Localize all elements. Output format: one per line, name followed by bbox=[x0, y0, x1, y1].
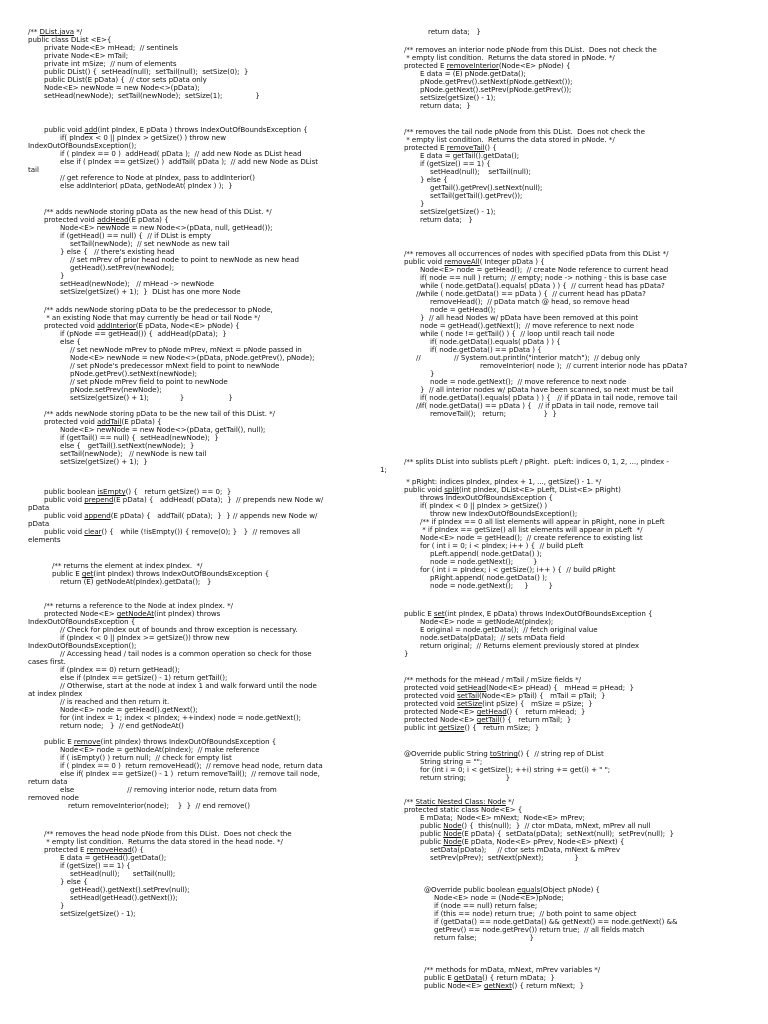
code-line: if ( pIndex == 0 ) return removeHead(); // remove head node, return data bbox=[60, 761, 323, 770]
code-line: pNode.setPrev(newNode); bbox=[70, 385, 162, 394]
code-line: while ( node != getTail() ) { // loop until reach tail node bbox=[420, 329, 615, 338]
code-line: Node<E> newNode = new Node<>(pData, null, getHead()); bbox=[60, 223, 273, 232]
code-line: // Accessing head / tail nodes is a common operation so check for those bbox=[60, 649, 312, 658]
code-line: /** Static Nested Class: Node */ bbox=[404, 797, 514, 806]
code-line: for (int i = 0; i < getSize(); ++i) string += get(i) + " "; bbox=[420, 765, 611, 774]
code-line: /** DList.java */ bbox=[28, 27, 83, 36]
code-line: return (E) getNodeAt(pIndex).getData(); } bbox=[60, 577, 212, 586]
code-line: public DList() { setHead(null); setTail(null); setSize(0); } bbox=[44, 67, 249, 76]
code-line: /** returns the element at index pIndex. */ bbox=[52, 561, 203, 570]
code-line: if (getData() == node.getData() && getNext() == node.getNext() && bbox=[434, 917, 678, 926]
code-line: /** removes the tail node pNode from this DList. Does not check the bbox=[404, 127, 645, 136]
code-line: node = getHead().getNext(); // move reference to next node bbox=[420, 321, 635, 330]
gutter-mark: // bbox=[416, 289, 421, 298]
code-line: if (getSize() == 1) { bbox=[420, 159, 491, 168]
code-line: setHead(newNode); // mHead -> newNode bbox=[60, 279, 214, 288]
code-line: return false; } bbox=[434, 933, 534, 942]
code-line: public void split(int pIndex, DList<E> pLeft, DList<E> pRight) bbox=[404, 485, 621, 494]
code-line: setSize(getSize() - 1); bbox=[420, 207, 496, 216]
code-line: /** splits DList into sublists pLeft / pRight. pLeft: indices 0, 1, 2, ..., pIndex - bbox=[404, 457, 669, 466]
gutter-mark: // bbox=[416, 353, 421, 362]
code-line: } else { // there's existing head bbox=[60, 247, 175, 256]
code-line: else { getTail().setNext(newNode); } bbox=[60, 441, 195, 450]
code-line: return data bbox=[28, 777, 68, 786]
code-line: IndexOutOfBoundsException(); bbox=[28, 141, 137, 150]
code-line: else if ( pIndex == getSize() ) addTail( pData ); // add new Node as DList bbox=[60, 157, 318, 166]
code-line: } else { bbox=[420, 175, 448, 184]
code-line: IndexOutOfBoundsException(); bbox=[28, 641, 137, 650]
code-line: else // removing interior node, return data from bbox=[60, 785, 277, 794]
code-line: /** methods for the mHead / mTail / mSize fields */ bbox=[404, 675, 581, 684]
code-line: Node<E> node = (Node<E>)pNode; bbox=[434, 893, 564, 902]
code-line: if (getTail() == null) { setHead(newNode); } bbox=[60, 433, 219, 442]
code-line: /** adds newNode storing pData to be the predecessor to pNode, bbox=[44, 305, 273, 314]
code-line: Node<E> node = getNodeAt(pIndex); bbox=[420, 617, 554, 626]
code-line: protected static class Node<E> { bbox=[404, 805, 523, 814]
code-line: cases first. bbox=[28, 657, 66, 666]
code-line: Node<E> node = getHead(); // create Node reference to current head bbox=[420, 265, 669, 274]
code-line: removeInterior( node ); // current interior node has pData? bbox=[480, 361, 688, 370]
code-line: * if pIndex == getSize() all list elements will appear in pLeft */ bbox=[420, 525, 643, 534]
code-line: else if (pIndex == getSize() - 1) return getTail(); bbox=[60, 673, 228, 682]
code-line: pLeft.append( node.getData() ); bbox=[430, 549, 542, 558]
code-line: setSize(getSize() - 1); bbox=[60, 909, 136, 918]
code-line: setHead(getHead().getNext()); bbox=[70, 893, 178, 902]
code-line: String string = ""; bbox=[420, 757, 483, 766]
code-line: E original = node.getData(); // fetch original value bbox=[420, 625, 598, 634]
code-line: // set newNode mPrev to pNode mPrev, mNext = pNode passed in bbox=[70, 345, 302, 354]
code-line: public Node(E pData) { setData(pData); setNext(null); setPrev(null); } bbox=[420, 829, 675, 838]
code-line: setHead(null); setTail(null); bbox=[70, 869, 176, 878]
code-line: pData bbox=[28, 519, 50, 528]
code-line: removeHead(); // pData match @ head, so remove head bbox=[430, 297, 630, 306]
code-line: } else { bbox=[60, 877, 88, 886]
code-line: if (pIndex < 0 || pIndex >= getSize()) throw new bbox=[60, 633, 230, 642]
code-line: protected void addHead(E pData) { bbox=[44, 215, 169, 224]
code-line: // Check for pIndex out of bounds and throw exception is necessary. bbox=[60, 625, 298, 634]
code-line: protected Node<E> getTail() { return mTail; } bbox=[404, 715, 572, 724]
code-line: while ( node.getData().equals( pData ) ) { // current head has pData? bbox=[420, 281, 665, 290]
code-line: else if( pIndex == getSize() - 1 ) return removeTail(); // remove tail node, bbox=[60, 769, 320, 778]
code-line: setPrev(pPrev); setNext(pNext); } bbox=[430, 853, 579, 862]
code-line: IndexOutOfBoundsException { bbox=[28, 617, 136, 626]
code-line: public void removeAll( Integer pData ) { bbox=[404, 257, 545, 266]
code-line: removed node bbox=[28, 793, 79, 802]
code-line: setHead(null); setTail(null); bbox=[430, 167, 531, 176]
code-line: protected void addTail(E pData) { bbox=[44, 417, 162, 426]
code-line: Node<E> newNode = new Node<>(pData, getTail(), null); bbox=[60, 425, 266, 434]
code-line: } // all head Nodes w/ pData have been removed at this point bbox=[420, 313, 639, 322]
code-line: if( node.getData().equals( pData ) ) { // if pData in tail node, remove tail bbox=[420, 393, 678, 402]
code-line: public Node(E pData, Node<E> pPrev, Node<E> pNext) { bbox=[420, 837, 625, 846]
code-line: public class DList <E>{ bbox=[28, 35, 112, 44]
code-line: /** methods for mData, mNext, mPrev variables */ bbox=[424, 965, 601, 974]
code-line: public int getSize() { return mSize; } bbox=[404, 723, 540, 732]
code-line: } bbox=[60, 271, 65, 280]
code-line: if ( isEmpty() ) return null; // check for empty list bbox=[60, 753, 232, 762]
code-line: public void add(int pIndex, E pData ) throws IndexOutOfBoundsException { bbox=[44, 125, 308, 134]
code-line: /** adds newNode storing pData to be the new tail of this DList. */ bbox=[44, 409, 276, 418]
code-line: node.setData(pData); // sets mData field bbox=[420, 633, 565, 642]
code-line: throw new IndexOutOfBoundsException(); bbox=[430, 509, 578, 518]
code-line: return data; } bbox=[420, 215, 473, 224]
code-line: /** returns a reference to the Node at index pIndex. */ bbox=[44, 601, 233, 610]
code-line: E data = (E) pNode.getData(); bbox=[420, 69, 526, 78]
code-line: protected void addInterior(E pData, Node<E> pNode) { bbox=[44, 321, 240, 330]
code-line: setTail(newNode); // set newNode as new tail bbox=[70, 239, 230, 248]
code-line: getHead().setPrev(newNode); bbox=[70, 263, 175, 272]
code-line: protected Node<E> getHead() { return mHead; } bbox=[404, 707, 586, 716]
code-line: removeTail(); return; } } bbox=[430, 409, 557, 418]
code-line: Node<E> node = getHead(); // create reference to existing list bbox=[420, 533, 643, 542]
code-line: /** adds newNode storing pData as the new head of this DList. */ bbox=[44, 207, 272, 216]
code-line: if (getHead() == null) { // if DList is empty bbox=[60, 231, 211, 240]
code-line: else { bbox=[60, 337, 81, 346]
code-line: if (getSize() == 1) { bbox=[60, 861, 131, 870]
code-line: } bbox=[404, 649, 409, 658]
code-line: // get reference to Node at pIndex, pass to addInterior() bbox=[60, 173, 255, 182]
code-line: public void prepend(E pData) { addHead( pData); } // prepends new Node w/ bbox=[44, 495, 324, 504]
code-line: public void append(E pData) { addTail( pData); } } // appends new Node w/ bbox=[44, 511, 318, 520]
code-line: protected E removeTail() { bbox=[404, 143, 497, 152]
code-line: throws IndexOutOfBoundsException { bbox=[420, 493, 553, 502]
code-line: return string; } bbox=[420, 773, 511, 782]
code-line: Node<E> newNode = new Node<>(pData, pNode.getPrev(), pNode); bbox=[70, 353, 315, 362]
code-line: if( pIndex < 0 || pIndex > getSize() ) bbox=[420, 501, 548, 510]
code-line: Node<E> node = getHead().getNext(); bbox=[60, 705, 198, 714]
code-line: /** removes the head node pNode from this DList. Does not check the bbox=[44, 829, 292, 838]
code-line: Node<E> newNode = new Node<>(pData); bbox=[44, 83, 200, 92]
code-line: if (pNode == getHead()) { addHead(pData); } bbox=[60, 329, 227, 338]
code-line: setTail(newNode); // newNode is new tail bbox=[60, 449, 207, 458]
code-line: pNode.getNext().setPrev(pNode.getPrev()); bbox=[420, 85, 572, 94]
code-line: while ( node.getData() == pData ) { // current head has pData? bbox=[420, 289, 646, 298]
code-line: tail bbox=[28, 165, 39, 174]
code-line: at index pIndex bbox=[28, 689, 83, 698]
code-line: elements bbox=[28, 535, 61, 544]
code-line: setSize(getSize() + 1); } } bbox=[70, 393, 233, 402]
code-line: } bbox=[430, 369, 435, 378]
code-line: node = node.getNext(); // move reference to next node bbox=[430, 377, 627, 386]
code-line: return data; } bbox=[420, 101, 471, 110]
code-line: getHead().getNext().setPrev(null); bbox=[70, 885, 190, 894]
code-line: public E get(int pIndex) throws IndexOutOfBoundsException { bbox=[52, 569, 270, 578]
code-line: return data; } bbox=[428, 27, 481, 36]
code-line: } // all interior nodes w/ pData have been scanned, so next must be tail bbox=[420, 385, 674, 394]
code-line: * empty list condition. Returns the data stored in pNode. */ bbox=[404, 135, 615, 144]
code-line: node = getHead(); bbox=[430, 305, 496, 314]
code-line: if (node == null) return false; bbox=[434, 901, 538, 910]
code-line: setSize(getSize() + 1); } bbox=[60, 457, 148, 466]
code-line: if ( pIndex == 0 ) addHead( pData ); // add new Node as DList head bbox=[60, 149, 302, 158]
code-line: private Node<E> mHead; // sentinels bbox=[44, 43, 178, 52]
code-line: if (this == node) return true; // both point to same object bbox=[434, 909, 637, 918]
code-line: E mData; Node<E> mNext; Node<E> mPrev; bbox=[420, 813, 585, 822]
code-line: // Otherwise, start at the node at index 1 and walk forward until the node bbox=[60, 681, 317, 690]
code-line: return original; // Returns element previously stored at pIndex bbox=[420, 641, 640, 650]
code-line: * empty list condition. Returns the data stored in the head node. */ bbox=[44, 837, 283, 846]
code-line: else addInterior( pData, getNodeAt( pIndex ) ); } bbox=[60, 181, 233, 190]
gutter-mark: // bbox=[416, 401, 421, 410]
code-line: return removeInterior(node); } } // end remove() bbox=[68, 801, 250, 810]
code-line: pData bbox=[28, 503, 50, 512]
code-line: protected E removeHead() { bbox=[44, 845, 144, 854]
code-line: // set mPrev of prior head node to point to newNode as new head bbox=[70, 255, 299, 264]
code-line: for ( int i = 0; i < pIndex; i++ ) { // build pLeft bbox=[420, 541, 584, 550]
code-line: private Node<E> mTail; bbox=[44, 51, 129, 60]
code-line: pNode.getPrev().setNext(pNode.getNext()); bbox=[420, 77, 573, 86]
code-line: public Node() { this(null); } // ctor mData, mNext, mPrev all null bbox=[420, 821, 651, 830]
code-line: setSize(getSize() - 1); bbox=[420, 93, 496, 102]
code-line: @Override public boolean equals(Object pNode) { bbox=[424, 885, 600, 894]
code-line: public E remove(int pIndex) throws IndexOutOfBoundsException { bbox=[44, 737, 277, 746]
code-line: if( node.getData() == pData ) { // if pData in tail node, remove tail bbox=[420, 401, 659, 410]
code-line: for ( int i = pIndex; i < getSize(); i++ ) { // build pRight bbox=[420, 565, 616, 574]
code-line: setTail(getTail().getPrev()); bbox=[430, 191, 523, 200]
code-line: if( node.getData().equals( pData ) ) { bbox=[430, 337, 561, 346]
code-line: /** removes an interior node pNode from this DList. Does not check the bbox=[404, 45, 657, 54]
code-line: setHead(newNode); setTail(newNode); setSize(1); } bbox=[44, 91, 260, 100]
code-line: @Override public String toString() { // string rep of DList bbox=[404, 749, 604, 758]
code-line: * pRight: indices pIndex, pIndex + 1, ..., getSize() - 1. */ bbox=[404, 477, 602, 486]
code-line: node = node.getNext(); } } bbox=[430, 581, 553, 590]
code-line: // is reached and then return it. bbox=[60, 697, 170, 706]
code-line: /** if pIndex == 0 all list elements will appear in pRight, none in pLeft bbox=[420, 517, 665, 526]
code-line: protected void setSize(int pSize) { mSize = pSize; } bbox=[404, 699, 593, 708]
code-line: setSize(getSize() + 1); } DList has one more Node bbox=[60, 287, 241, 296]
code-line: protected void setHead(Node<E> pHead) { mHead = pHead; } bbox=[404, 683, 634, 692]
code-line: private int mSize; // num of elements bbox=[44, 59, 177, 68]
code-line: * empty list condition. Returns the data stored in pNode. */ bbox=[404, 53, 615, 62]
code-line: setData(pData); // ctor sets mData, mNext & mPrev bbox=[430, 845, 621, 854]
code-line: getPrev() == node.getPrev()) return true; // all fields match bbox=[434, 925, 645, 934]
code-line: Node<E> node = getNodeAt(pIndex); // make reference bbox=[60, 745, 260, 754]
code-line: protected E removeInterior(Node<E> pNode) { bbox=[404, 61, 571, 70]
code-line: 1; bbox=[380, 465, 387, 474]
code-line: pRight.append( node.getData() ); bbox=[430, 573, 548, 582]
code-line: public Node<E> getNext() { return mNext; } bbox=[424, 981, 585, 990]
code-line: for (int index = 1; index < pIndex; ++index) node = node.getNext(); bbox=[60, 713, 302, 722]
code-line: public DList(E pData) { // ctor sets pData only bbox=[44, 75, 207, 84]
code-line: protected Node<E> getNodeAt(int pIndex) throws bbox=[44, 609, 221, 618]
code-line: if (pIndex == 0) return getHead(); bbox=[60, 665, 180, 674]
code-line: node = node.getNext(); } bbox=[430, 557, 538, 566]
code-line: getTail().getPrev().setNext(null); bbox=[430, 183, 543, 192]
code-line: // set pNode's predecessor mNext field to point to newNode bbox=[70, 361, 280, 370]
code-line: protected void setTail(Node<E> pTail) { mTail = pTail; } bbox=[404, 691, 606, 700]
code-line: } bbox=[420, 199, 425, 208]
code-line: /** removes all occurrences of nodes with specified pData from this DList */ bbox=[404, 249, 669, 258]
code-line: public boolean isEmpty() { return getSize() == 0; } bbox=[44, 487, 232, 496]
code-line: pNode.getPrev().setNext(newNode); bbox=[70, 369, 198, 378]
code-line: return node; } // end getNodeAt() bbox=[60, 721, 184, 730]
code-line: // set pNode mPrev field to point to newNode bbox=[70, 377, 228, 386]
code-line: public void clear() { while (!isEmpty()) { remove(0); } } // removes all bbox=[44, 527, 301, 536]
code-line: if( node == null ) return; // empty; node -> nothing - this is base case bbox=[420, 273, 667, 282]
code-line: E data = getHead().getData(); bbox=[60, 853, 167, 862]
code-line: public E set(int pIndex, E pData) throws IndexOutOfBoundsException { bbox=[404, 609, 653, 618]
code-line: * an existing Node that may currently be head or tail Node */ bbox=[44, 313, 260, 322]
code-line: public E getData() { return mData; } bbox=[424, 973, 555, 982]
code-line: // System.out.println("interior match"); // debug only bbox=[454, 353, 641, 362]
code-line: E data = getTail().getData(); bbox=[420, 151, 520, 160]
code-line: if( node.getData() == pData ) { bbox=[430, 345, 542, 354]
code-line: } bbox=[60, 901, 65, 910]
code-line: if( pIndex < 0 || pIndex > getSize() ) throw new bbox=[60, 133, 226, 142]
